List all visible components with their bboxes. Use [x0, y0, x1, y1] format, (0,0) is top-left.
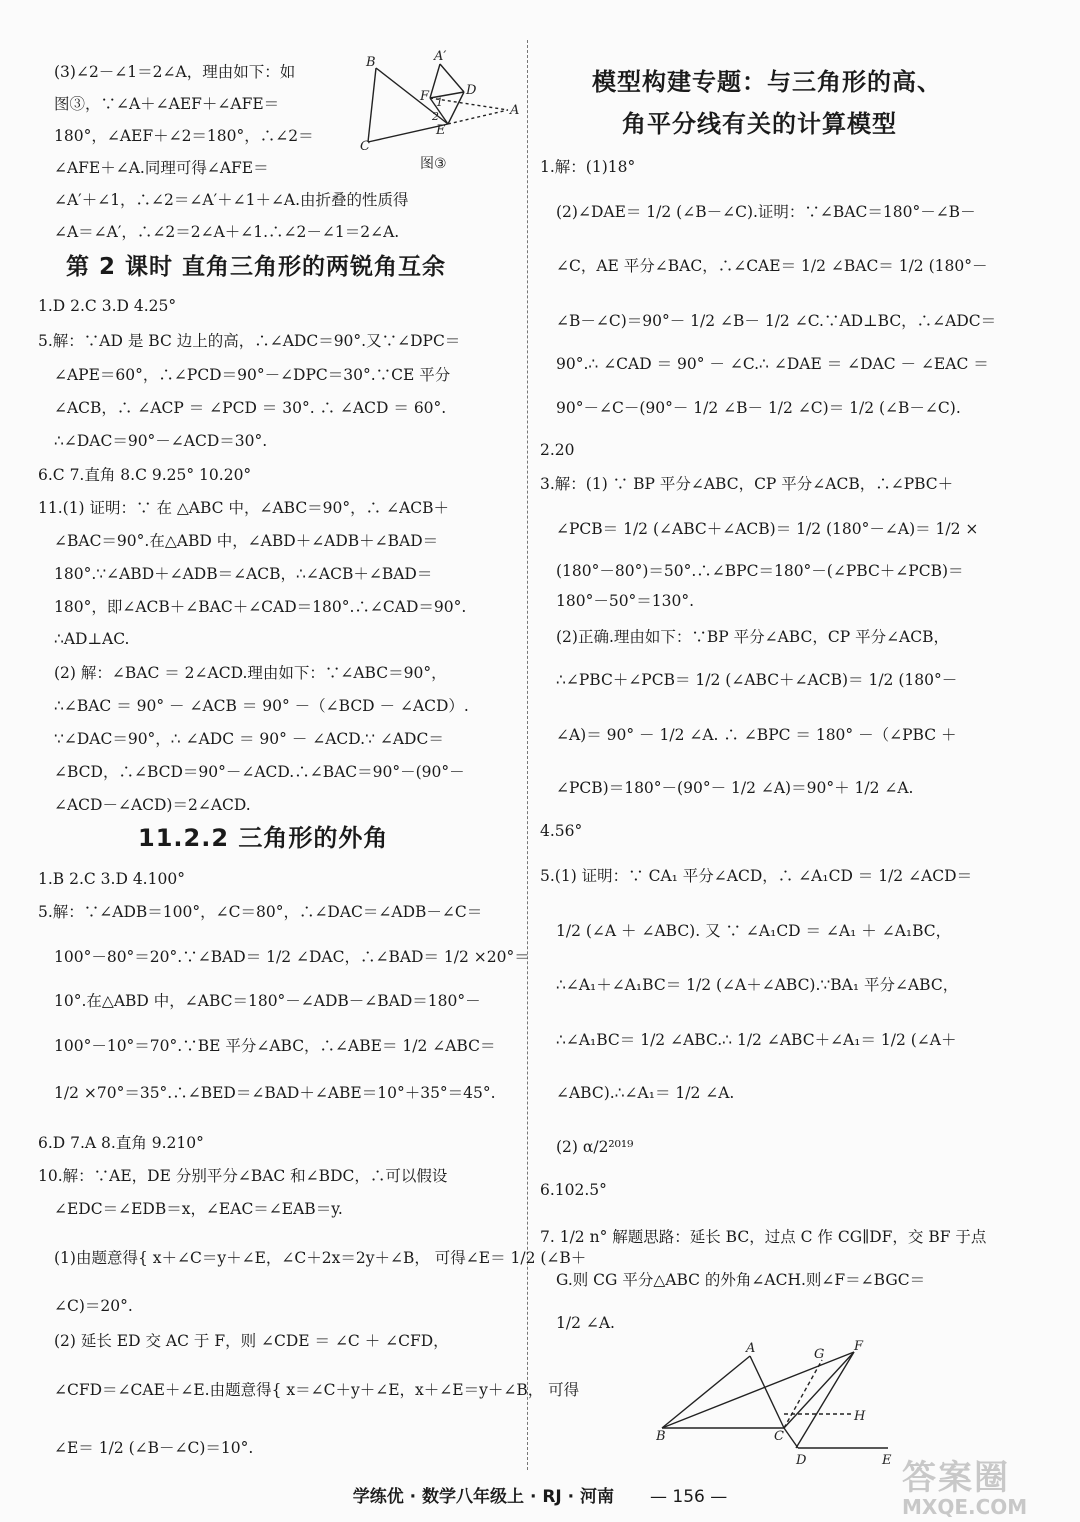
left-line: (2) 解：∠BAC ＝ 2∠ACD.理由如下：∵∠ABC＝90°， — [54, 664, 447, 682]
figure-3-caption: 图③ — [420, 156, 447, 172]
lesson-heading: 第 2 课时 直角三角形的两锐角互余 — [66, 254, 447, 280]
page-number: — 156 — — [649, 1487, 728, 1507]
left-line: 1.B 2.C 3.D 4.100° — [38, 870, 185, 888]
problem-7-diagram — [656, 1340, 896, 1470]
right-line: ∴∠A₁BC＝ 1/2 ∠ABC.∴ 1/2 ∠ABC＋∠A₁＝ 1/2 (∠A＋ — [556, 1031, 957, 1049]
right-line: ∠PCB)＝180°－(90°－ 1/2 ∠A)＝90°＋ 1/2 ∠A. — [556, 779, 914, 797]
fig3-label-d: D — [466, 83, 477, 98]
right-line: 6.102.5° — [540, 1181, 607, 1199]
left-line: 6.C 7.直角 8.C 9.25° 10.20° — [38, 466, 252, 484]
right-line: ∴∠A₁＋∠A₁BC＝ 1/2 (∠A＋∠ABC).∵BA₁ 平分∠ABC， — [556, 976, 959, 994]
left-line: ∴∠BAC ＝ 90° － ∠ACB ＝ 90° －（∠BCD － ∠ACD）. — [54, 697, 469, 715]
left-line: ∠BAC＝90°.在△ABD 中，∠ABD＋∠ADB＋∠BAD＝ — [54, 532, 439, 550]
left-line: ∵∠DAC＝90°，∴ ∠ADC ＝ 90° － ∠ACD.∵ ∠ADC＝ — [54, 730, 444, 748]
right-line: 1/2 (∠A ＋ ∠ABC). 又 ∵ ∠A₁CD ＝ ∠A₁ ＋ ∠A₁BC， — [556, 922, 952, 940]
fig3-label-a: A — [510, 103, 520, 118]
left-line: ∴AD⊥AC. — [54, 630, 130, 648]
left-line: 5.解：∵AD 是 BC 边上的高，∴∠ADC＝90°.又∵∠DPC＝ — [38, 332, 461, 350]
left-line: 图③，∵∠A＋∠AEF＋∠AFE＝ — [54, 95, 280, 113]
right-line: ∠B－∠C)＝90°－ 1/2 ∠B－ 1/2 ∠C.∵AD⊥BC，∴∠ADC＝ — [556, 312, 997, 330]
right-line: 90°－∠C－(90°－ 1/2 ∠B－ 1/2 ∠C)＝ 1/2 (∠B－∠C). — [556, 399, 961, 417]
fig3-label-b: B — [366, 55, 376, 70]
right-line: 2.20 — [540, 441, 575, 459]
fig7-label-d: D — [796, 1453, 807, 1468]
right-line: (2) α/2²⁰¹⁹ — [556, 1138, 634, 1156]
right-line: (180°－80°)＝50°.∴∠BPC＝180°－(∠PBC＋∠PCB)＝ — [556, 562, 964, 580]
fig3-angle-2: 2 — [432, 110, 439, 123]
right-line: 180°－50°＝130°. — [556, 592, 695, 610]
fig7-label-c: C — [774, 1429, 784, 1444]
left-line: ∠EDC＝∠EDB＝x，∠EAC＝∠EAB＝y. — [54, 1200, 343, 1218]
figure-3-diagram — [360, 48, 520, 173]
right-line: G.则 CG 平分△ABC 的外角∠ACH.则∠F＝∠BGC＝ — [556, 1271, 926, 1289]
left-line: 180°，即∠ACB＋∠BAC＋∠CAD＝180°.∴∠CAD＝90°. — [54, 598, 467, 616]
left-line: 5.解：∵∠ADB＝100°，∠C＝80°，∴∠DAC＝∠ADB－∠C＝ — [38, 903, 483, 921]
right-line: 3.解：(1) ∵ BP 平分∠ABC，CP 平分∠ACB，∴∠PBC＋ — [540, 475, 954, 493]
left-line: 11.(1) 证明：∵ 在 △ABC 中，∠ABC＝90°，∴ ∠ACB＋ — [38, 499, 450, 517]
right-line: 4.56° — [540, 822, 583, 840]
left-line: 100°－10°＝70°.∵BE 平分∠ABC，∴∠ABE＝ 1/2 ∠ABC＝ — [54, 1037, 496, 1055]
right-line: 1.解：(1)18° — [540, 158, 636, 176]
right-line: ∠C，AE 平分∠BAC，∴∠CAE＝ 1/2 ∠BAC＝ 1/2 (180°－ — [556, 257, 988, 275]
fig3-label-f: F — [420, 89, 430, 104]
topic-title-line2: 角平分线有关的计算模型 — [622, 110, 897, 138]
fig7-label-g: G — [814, 1347, 825, 1362]
right-line: ∠A)＝ 90° － 1/2 ∠A. ∴ ∠BPC ＝ 180° －（∠PBC ＋ — [556, 726, 957, 744]
left-line: 10°.在△ABD 中，∠ABC＝180°－∠ADB－∠BAD＝180°－ — [54, 992, 481, 1010]
left-line: 1.D 2.C 3.D 4.25° — [38, 297, 177, 315]
fig3-label-c: C — [360, 139, 370, 154]
right-line: 90°.∴ ∠CAD ＝ 90° － ∠C.∴ ∠DAE ＝ ∠DAC － ∠EAC ＝ — [556, 355, 989, 373]
left-line: (2) 延长 ED 交 AC 于 F，则 ∠CDE ＝ ∠C ＋ ∠CFD， — [54, 1332, 449, 1350]
right-line: ∠ABC).∴∠A₁＝ 1/2 ∠A. — [556, 1084, 735, 1102]
watermark-url: MXQE.COM — [902, 1495, 1028, 1519]
fig3-label-e: E — [436, 123, 446, 138]
right-line: (2)∠DAE＝ 1/2 (∠B－∠C).证明：∵∠BAC＝180°－∠B－ — [556, 203, 976, 221]
section-heading: 11.2.2 三角形的外角 — [138, 824, 389, 852]
fig7-label-f: F — [854, 1340, 864, 1354]
fig7-label-e: E — [882, 1453, 892, 1468]
fig7-label-b: B — [656, 1429, 666, 1444]
topic-title-line1: 模型构建专题：与三角形的高、 — [592, 68, 942, 96]
watermark-logo: 答案圈 — [902, 1458, 1010, 1498]
left-line: ∠C)＝20°. — [54, 1297, 133, 1315]
left-line: 10.解：∵AE，DE 分别平分∠BAC 和∠BDC，∴可以假设 — [38, 1167, 448, 1185]
left-line: (1)由题意得{ x＋∠C＝y＋∠E，∠C＋2x＝2y＋∠B， 可得∠E＝ 1/2 (∠B＋ — [54, 1249, 587, 1267]
left-line: ∠CFD＝∠CAE＋∠E.由题意得{ x＝∠C＋y＋∠E，x＋∠E＝y＋∠B， 可得 — [54, 1381, 580, 1399]
page-footer — [0, 1482, 1080, 1507]
left-line: ∠E＝ 1/2 (∠B－∠C)＝10°. — [54, 1439, 254, 1457]
left-line: ∠A′＋∠1，∴∠2＝∠A′＋∠1＋∠A.由折叠的性质得 — [54, 191, 409, 209]
right-line: ∠PCB＝ 1/2 (∠ABC＋∠ACB)＝ 1/2 (180°－∠A)＝ 1/2 × — [556, 520, 979, 538]
left-line: 100°－80°＝20°.∵∠BAD＝ 1/2 ∠DAC，∴∠BAD＝ 1/2 ×20°＝ — [54, 948, 530, 966]
left-line: ∠AFE＋∠A.同理可得∠AFE＝ — [54, 159, 269, 177]
fig3-angle-1: 1 — [436, 96, 443, 109]
left-line: 180°.∵∠ABD＋∠ADB＝∠ACB，∴∠ACB＋∠BAD＝ — [54, 565, 433, 583]
footer-book-title: 学练优 · 数学八年级上 · RJ · 河南 — [352, 1487, 615, 1507]
left-line: (3)∠2－∠1＝2∠A，理由如下：如 — [54, 63, 296, 81]
fig3-label-aprime: A′ — [434, 49, 447, 64]
fig7-label-h: H — [854, 1409, 866, 1424]
left-line: 6.D 7.A 8.直角 9.210° — [38, 1134, 204, 1152]
right-line: 5.(1) 证明：∵ CA₁ 平分∠ACD，∴ ∠A₁CD ＝ 1/2 ∠ACD＝ — [540, 867, 973, 885]
right-line: 1/2 ∠A. — [556, 1314, 615, 1332]
left-line: ∠APE＝60°，∴∠PCD＝90°－∠DPC＝30°.∵CE 平分 — [54, 366, 451, 384]
fig7-label-a: A — [746, 1341, 756, 1356]
right-line: (2)正确.理由如下：∵BP 平分∠ABC，CP 平分∠ACB， — [556, 628, 949, 646]
left-line: ∴∠DAC＝90°－∠ACD＝30°. — [54, 432, 268, 450]
left-line: ∠ACB，∴ ∠ACP ＝ ∠PCD ＝ 30°. ∴ ∠ACD ＝ 60°. — [54, 399, 447, 417]
right-line: 7. 1/2 n° 解题思路：延长 BC，过点 C 作 CG∥DF，交 BF 于点 — [540, 1228, 987, 1246]
right-line: ∴∠PBC＋∠PCB＝ 1/2 (∠ABC＋∠ACB)＝ 1/2 (180°－ — [556, 671, 958, 689]
left-line: 180°，∠AEF＋∠2＝180°，∴∠2＝ — [54, 127, 314, 145]
left-line: ∠A＝∠A′，∴∠2＝2∠A＋∠1.∴∠2－∠1＝2∠A. — [54, 223, 400, 241]
left-line: ∠ACD－∠ACD)＝2∠ACD. — [54, 796, 251, 814]
left-line: 1/2 ×70°＝35°.∴∠BED＝∠BAD＋∠ABE＝10°＋35°＝45°. — [54, 1084, 496, 1102]
left-line: ∠BCD，∴∠BCD＝90°－∠ACD.∴∠BAC＝90°－(90°－ — [54, 763, 465, 781]
